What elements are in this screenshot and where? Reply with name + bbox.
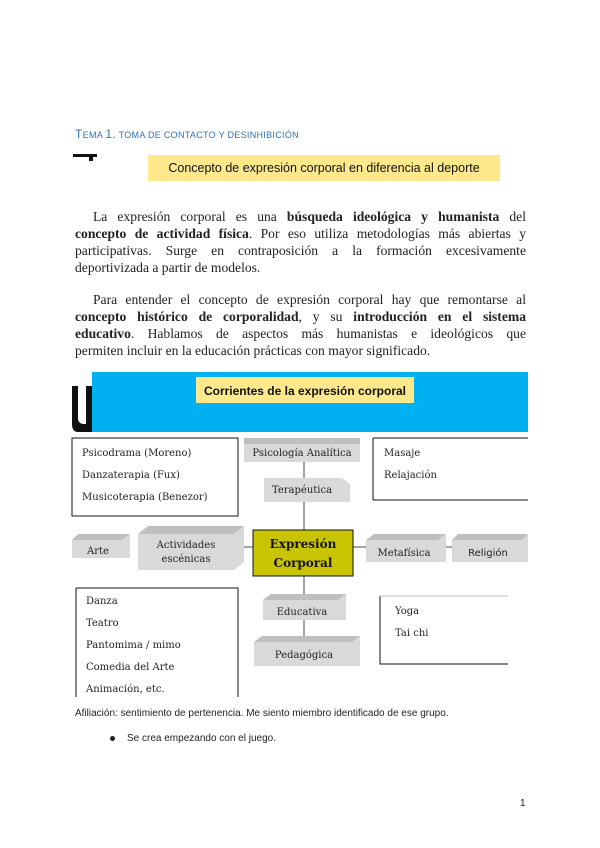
text-run: . Hablamos de aspectos más humanistas e ideológicos que xyxy=(130,326,526,341)
affiliation-text: Afiliación: sentimiento de pertenencia. Me siento miembro identificado de ese grupo. xyxy=(75,708,449,719)
paragraph-line xyxy=(75,325,526,342)
psicologia-label: Psicología Analítica xyxy=(252,448,352,459)
arte-label: Arte xyxy=(87,546,109,557)
bold-phrase: concepto de actividad física xyxy=(75,226,249,241)
expression-diagram xyxy=(68,372,528,697)
paragraph-line xyxy=(75,342,526,359)
center-line: Corporal xyxy=(273,556,333,570)
text-run: participativas. Surge en contraposición a la formación excesivamente xyxy=(75,243,526,258)
psico-item: Musicoterapia (Benezor) xyxy=(82,492,208,503)
paragraph-line xyxy=(75,308,526,325)
text-run: La expresión corporal es una xyxy=(93,209,287,224)
section-heading xyxy=(75,127,299,141)
paragraph-line xyxy=(75,208,526,225)
yoga-item: Yoga xyxy=(395,606,420,617)
bold-phrase: concepto histórico de corporalidad xyxy=(75,309,299,324)
text-run: Para entender el concepto de expresión corporal hay que remontarse al xyxy=(93,292,526,307)
metafisica-label: Metafísica xyxy=(377,548,431,559)
page-number: 1 xyxy=(520,798,526,809)
danza-item: Danza xyxy=(86,596,118,607)
danza-item: Comedia del Arte xyxy=(86,662,175,673)
actividades-line: Actividades xyxy=(156,540,216,551)
center-line: Expresión xyxy=(269,537,337,551)
terapeutica-label: Terapéutica xyxy=(271,485,333,496)
concept-banner-title: Concepto de expresión corporal en diferencia al deporte xyxy=(168,161,480,175)
text-run: . Por eso utiliza metodologías más abiertas y xyxy=(248,226,526,241)
text-run: , y su xyxy=(298,309,354,324)
text-run: deportivizada a partir de modelos. xyxy=(75,260,261,275)
pedagogica-label: Pedagógica xyxy=(274,650,334,661)
heading-initial: T xyxy=(75,127,83,141)
heading-number: 1. xyxy=(105,127,116,141)
yoga-item: Tai chi xyxy=(395,628,429,639)
masaje-item: Relajación xyxy=(384,470,437,481)
actividades-line: escénicas xyxy=(161,554,211,565)
diagram-title: Corrientes de la expresión corporal xyxy=(203,384,407,398)
danza-item: Pantomima / mimo xyxy=(86,640,181,651)
text-run: permiten incluir en la educación prácticas con mayor significado. xyxy=(75,343,431,358)
bold-phrase: búsqueda ideológica y humanista xyxy=(286,209,500,224)
masaje-item: Masaje xyxy=(384,448,421,459)
heading-title: TOMA DE CONTACTO Y DESINHIBICIÓN xyxy=(118,130,299,140)
psico-item: Danzaterapia (Fux) xyxy=(82,470,180,481)
psico-item: Psicodrama (Moreno) xyxy=(82,448,192,459)
bullet-dot-icon xyxy=(110,736,115,741)
paragraph-1 xyxy=(75,208,526,276)
bold-phrase: educativo xyxy=(75,326,131,341)
bullet-text: Se crea empezando con el juego. xyxy=(127,733,276,744)
educativa-label: Educativa xyxy=(276,607,328,618)
paragraph-2 xyxy=(75,291,526,359)
paragraph-line xyxy=(75,242,526,259)
danza-item: Animación, etc. xyxy=(86,684,165,695)
concept-banner xyxy=(148,155,500,181)
danza-item: Teatro xyxy=(86,618,119,629)
bullet-item xyxy=(110,733,276,744)
logo-fragment-icon xyxy=(73,154,97,161)
paragraph-line xyxy=(75,225,526,242)
text-run: del xyxy=(499,209,526,224)
paragraph-line xyxy=(75,291,526,308)
paragraph-line xyxy=(75,259,526,276)
heading-prefix: EMA xyxy=(82,130,103,140)
religion-label: Religión xyxy=(468,548,508,559)
bold-phrase: introducción en el sistema xyxy=(353,309,526,324)
